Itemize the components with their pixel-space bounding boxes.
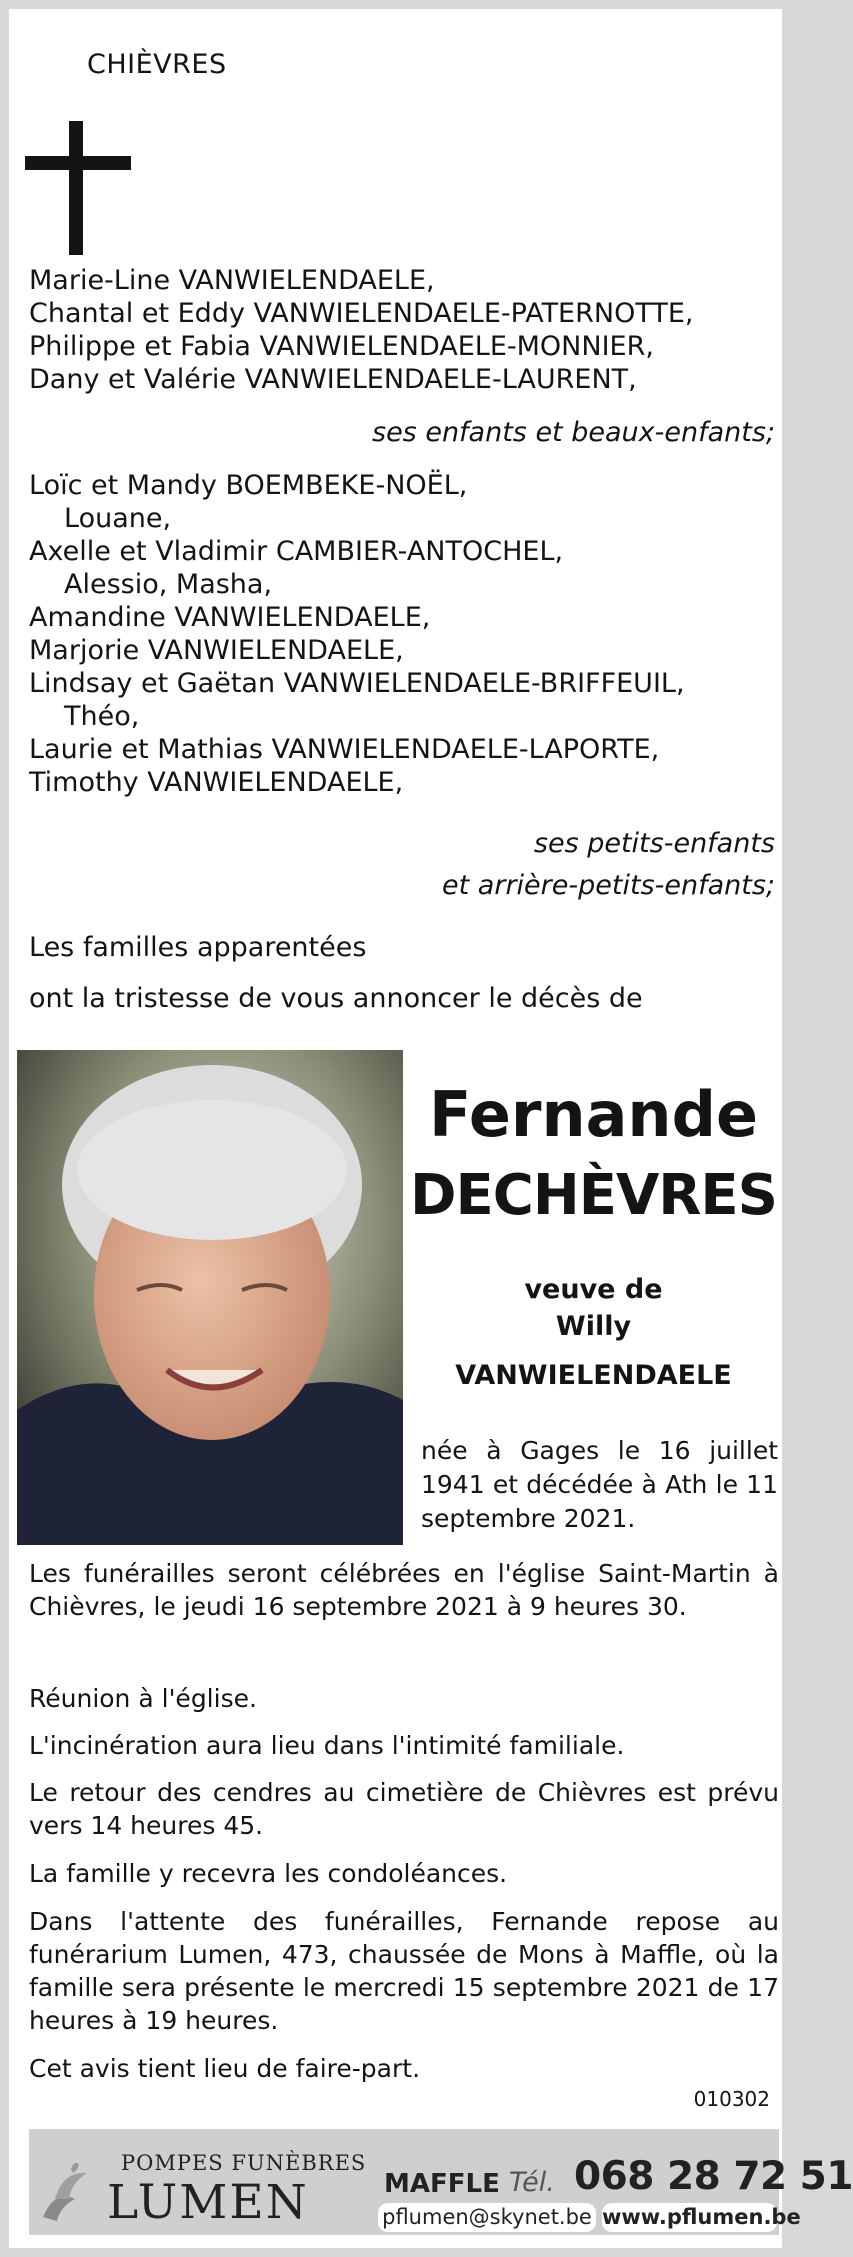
portrait-photo [17,1050,403,1545]
funeral-home-footer [29,2129,853,2235]
family-line: Loïc et Mandy BOEMBEKE-NOËL, [29,470,468,501]
birth-death-text: née à Gages le 16 juillet 1941 et décédée à Ath le 11 septembre 2021. [421,1436,778,1533]
obituary-notice [9,9,853,2248]
funeral-paragraph: L'incinération aura lieu dans l'intimité familiale. [29,1731,625,1760]
funeral-paragraph: Les funérailles seront célébrées en l'église Saint-Martin à Chièvres, le jeudi 16 septembre 2021 à 9 heures 30. [29,1559,779,1621]
town-name: CHIÈVRES [87,49,227,80]
flame-logo-icon [35,2159,105,2229]
funeral-home-brand: LUMEN [107,2175,309,2230]
funeral-paragraph: La famille y recevra les condoléances. [29,1859,508,1888]
families-line: Les familles apparentées [29,932,367,963]
deceased-last-name: DECHÈVRES [409,1163,777,1228]
family-line: Lindsay et Gaëtan VANWIELENDAELE-BRIFFEUIL, [29,668,685,699]
phone-label: Tél. [509,2167,555,2198]
phone-number: 068 28 72 51 [574,2154,853,2199]
funeral-paragraph: Le retour des cendres au cimetière de Chièvres est prévu vers 14 heures 45. [29,1778,779,1840]
family-line: Philippe et Fabia VANWIELENDAELE-MONNIER, [29,331,654,362]
children-label: ses enfants et beaux-enfants; [372,417,775,448]
families-line: ont la tristesse de vous annoncer le décès de [29,983,643,1014]
email-address: pflumen@skynet.be [378,2203,596,2232]
widow-line: VANWIELENDAELE [455,1360,732,1391]
funeral-paragraph: Cet avis tient lieu de faire-part. [29,2054,421,2083]
family-line: Laurie et Mathias VANWIELENDAELE-LAPORTE, [29,734,660,765]
family-line: Axelle et Vladimir CAMBIER-ANTOCHEL, [29,536,564,567]
deceased-first-name: Fernande [428,1078,758,1151]
family-line: Marie-Line VANWIELENDAELE, [29,265,435,296]
grandchildren-label: et arrière-petits-enfants; [442,870,775,901]
grandchildren-label: ses petits-enfants [533,828,775,859]
family-line: Amandine VANWIELENDAELE, [29,602,431,633]
family-line: Timothy VANWIELENDAELE, [29,767,404,798]
family-line: Marjorie VANWIELENDAELE, [29,635,404,666]
funeral-home-city: MAFFLE [384,2169,500,2199]
family-line: Chantal et Eddy VANWIELENDAELE-PATERNOTTE, [29,298,694,329]
widow-line: Willy [555,1311,632,1342]
funeral-paragraph: Dans l'attente des funérailles, Fernande repose au funérarium Lumen, 473, chaussée de Mons à Maffle, où la famille sera présente le mercredi 15 septembre 2021 de 17 heures à 19 heures. [29,1907,779,2035]
reference-number: 010302 [693,2087,770,2111]
website-address: www.pflumen.be [602,2203,777,2232]
widow-line: veuve de [524,1274,663,1305]
funeral-home-tagline: POMPES FUNÈBRES [121,2151,367,2175]
cross-icon [25,121,131,255]
family-line: Alessio, Masha, [64,569,273,600]
funeral-paragraph: Réunion à l'église. [29,1684,257,1713]
family-line: Louane, [64,503,172,534]
family-line: Théo, [64,701,140,732]
family-line: Dany et Valérie VANWIELENDAELE-LAURENT, [29,364,637,395]
